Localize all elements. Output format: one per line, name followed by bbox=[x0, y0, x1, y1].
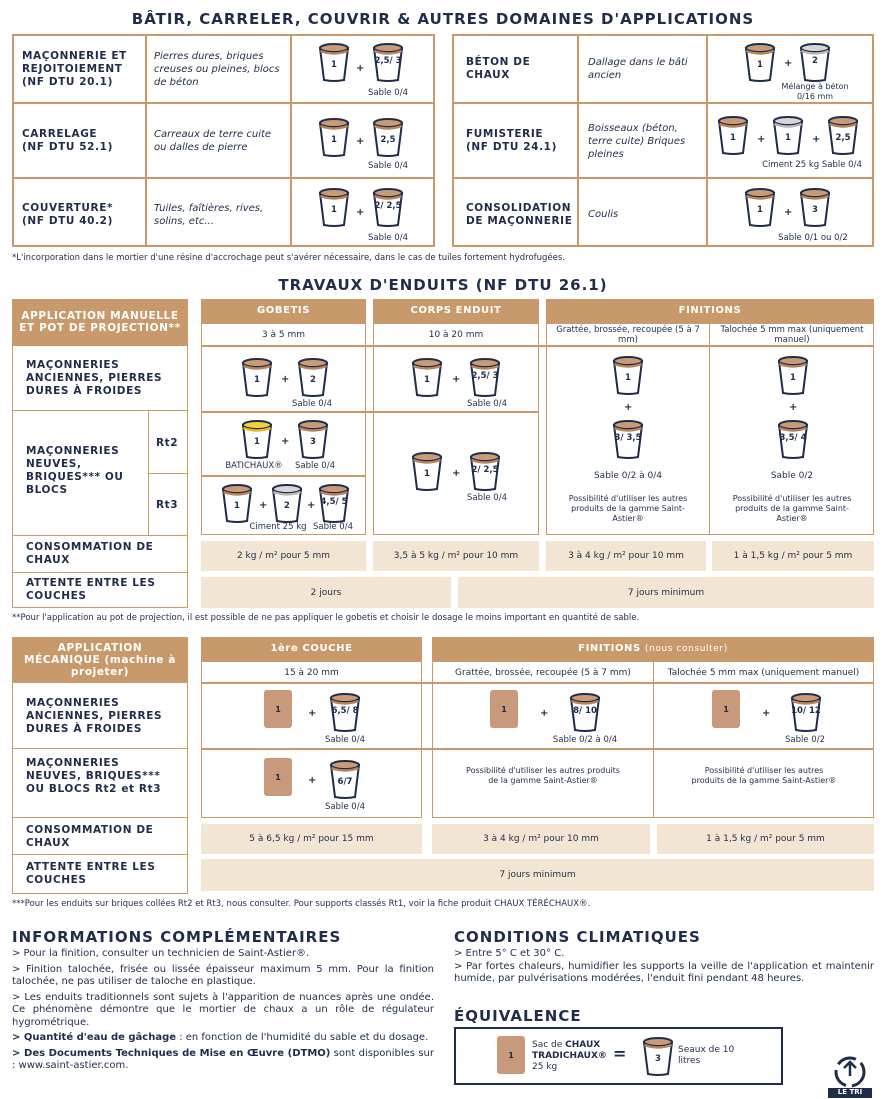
info-title: INFORMATIONS COMPLÉMENTAIRES bbox=[12, 928, 342, 946]
sand-note: Sable 0/2 bbox=[770, 471, 814, 481]
cup-icon: 1 bbox=[743, 187, 777, 227]
cup-icon: 1 bbox=[743, 42, 777, 82]
sand-note: Sable 0/4 bbox=[325, 735, 365, 745]
sand-note: Sable 0/2 à 0/4 bbox=[552, 735, 618, 745]
cup-icon: 1 bbox=[317, 187, 351, 227]
app-desc: Tuiles, faîtières, rives, solins, etc... bbox=[154, 203, 264, 227]
thickness: Grattée, brossée, recoupée (5 à 7 mm) bbox=[455, 668, 631, 678]
col-corps-enduit: CORPS ENDUIT bbox=[373, 299, 539, 323]
app-name: BÉTON DE CHAUX bbox=[466, 56, 531, 81]
bag-icon: 1 bbox=[497, 1036, 525, 1074]
equiv-title: ÉQUIVALENCE bbox=[454, 1007, 582, 1025]
row-label: MAÇONNERIES ANCIENNES, PIERRES DURES À FROIDES bbox=[26, 697, 163, 735]
thickness: 3 à 5 mm bbox=[261, 330, 306, 340]
cup-icon: 3 bbox=[641, 1036, 675, 1076]
corps-col bbox=[373, 323, 539, 535]
sand-note: Sable 0/4 bbox=[325, 802, 365, 812]
col-finitions: FINITIONS bbox=[546, 299, 874, 323]
cup-icon: 1 bbox=[220, 483, 254, 523]
cup-icon: 3 bbox=[296, 419, 330, 459]
clim-title: CONDITIONS CLIMATIQUES bbox=[454, 928, 701, 946]
col-gobetis: GOBETIS bbox=[201, 299, 366, 323]
ciment-note: Ciment 25 kg bbox=[249, 522, 307, 532]
bag-icon: 1 bbox=[264, 690, 292, 728]
thickness: 10 à 20 mm bbox=[428, 330, 484, 340]
cup-icon: 1 bbox=[240, 357, 274, 397]
baticaux-note: BATICHAUX® bbox=[225, 461, 283, 471]
app-desc: Coulis bbox=[588, 209, 619, 220]
col-first-layer: 1ère COUCHE bbox=[201, 637, 422, 661]
row-label: MAÇONNERIES ANCIENNES, PIERRES DURES À FROIDES bbox=[26, 359, 163, 397]
info-text: > Pour la finition, consulter un technicien de Saint-Astier®. > Finition talochée, frisée ou lissée épaisseur maximum 5 mm. Pour la finition talochée, ne pas utiliser de taloche en plastique. > Les enduits traditionnels sont sujets à l'apparition de nuances après une ondée. Ce phénomène démontre que le mortier de chaux a un rôle de régulateur hygrométrique. > Quantité d'eau de gâchage : en fonction de l'humidité du sable et du dosage. > Des Documents Techniques de Mise en Œuvre (DTMO) sont disponibles sur : www.saint-astier.com. bbox=[12, 948, 434, 1071]
cup-icon: 2/ 2,5 bbox=[371, 187, 405, 227]
cup-icon: 3/ 3,5 bbox=[611, 419, 645, 459]
sand-note: Sable 0/1 ou 0/2 bbox=[778, 233, 848, 243]
footnote: ***Pour les enduits sur briques collées Rt2 et Rt3, nous consulter. Pour supports classés Rt1, voir la fiche produit CHAUX TÉRÉCHAUX®. bbox=[12, 899, 591, 909]
app-desc: Carreaux de terre cuite ou dalles de pierre bbox=[154, 129, 272, 153]
conso-cell: 5 à 6,5 kg / m² pour 15 mm bbox=[201, 824, 422, 854]
wait-cell: 7 jours minimum bbox=[201, 859, 874, 891]
cup-icon: 1 bbox=[317, 42, 351, 82]
cup-icon: 1 bbox=[410, 451, 444, 491]
gamme-note: Possibilité d'utiliser les autres produits de la gamme Saint-Astier® bbox=[466, 766, 620, 785]
sand-note: Sable 0/4 bbox=[467, 399, 507, 409]
cup-icon: 2/ 2,5 bbox=[468, 451, 502, 491]
section-title-enduits: TRAVAUX D'ENDUITS (NF DTU 26.1) bbox=[278, 276, 608, 294]
conso-cell: 2 kg / m² pour 5 mm bbox=[201, 541, 366, 571]
rt3-label: Rt3 bbox=[156, 499, 179, 511]
wait-cell: 2 jours bbox=[201, 577, 451, 608]
thickness: Talochée 5 mm max (uniquement manuel) bbox=[667, 668, 860, 678]
bag-icon: 1 bbox=[264, 758, 292, 796]
gamme-note: Possibilité d'utiliser les autres produits de la gamme Saint-Astier® bbox=[568, 494, 688, 523]
gamme-note: Possibilité d'utiliser les autres produits de la gamme Saint-Astier® bbox=[691, 766, 837, 785]
cup-icon: 1 bbox=[240, 419, 274, 459]
cup-icon: 4,5/ 5 bbox=[317, 483, 351, 523]
sand-note: Sable 0/4 bbox=[313, 522, 353, 532]
sand-note: Sable 0/2 bbox=[785, 735, 825, 745]
equiv-bag-text: Sac de CHAUX TRADICHAUX® 25 kg bbox=[532, 1040, 607, 1072]
bag-icon: 1 bbox=[490, 690, 518, 728]
sand-note: Mélange à béton 0/16 mm bbox=[781, 82, 849, 101]
row-label: CONSOMMATION DE CHAUX bbox=[26, 824, 154, 849]
manual-header: APPLICATION MANUELLE ET POT DE PROJECTION** bbox=[12, 299, 188, 345]
clim-text: > Entre 5° C et 30° C. > Par fortes chaleurs, humidifier les supports la veille de l'application et maintenir humide, par pulvérisations modérées, l'enduit fini pendant 48 heures. bbox=[454, 948, 874, 984]
app-desc: Boisseaux (béton, terre cuite) Briques pleines bbox=[588, 123, 686, 160]
app-name: COUVERTURE* (NF DTU 40.2) bbox=[22, 202, 114, 227]
sand-note: Sable 0/2 à 0/4 bbox=[593, 471, 663, 481]
conso-cell: 3 à 4 kg / m² pour 10 mm bbox=[546, 541, 706, 571]
col-mech-finitions: FINITIONS (nous consulter) bbox=[432, 637, 874, 661]
cup-icon: 6/7 bbox=[328, 759, 362, 799]
thickness: 15 à 20 mm bbox=[284, 668, 339, 678]
row-label: MAÇONNERIES NEUVES, BRIQUES*** OU BLOCS bbox=[26, 445, 124, 496]
row-label: ATTENTE ENTRE LES COUCHES bbox=[26, 577, 156, 602]
conso-cell: 1 à 1,5 kg / m² pour 5 mm bbox=[712, 541, 874, 571]
section-title-applications: BÂTIR, CARRELER, COUVRIR & AUTRES DOMAINES D'APPLICATIONS bbox=[131, 10, 755, 28]
rt2-label: Rt2 bbox=[156, 437, 179, 449]
cup-icon: 1 bbox=[771, 115, 805, 155]
cup-icon: 1 bbox=[611, 355, 645, 395]
cup-icon: 2 bbox=[798, 42, 832, 82]
sand-note: Sable 0/4 bbox=[368, 233, 408, 243]
app-name: CARRELAGE (NF DTU 52.1) bbox=[22, 128, 113, 153]
conso-cell: 1 à 1,5 kg / m² pour 5 mm bbox=[657, 824, 874, 854]
wait-cell: 7 jours minimum bbox=[458, 577, 874, 608]
cup-icon: 2,5 bbox=[826, 115, 860, 155]
conso-cell: 3,5 à 5 kg / m² pour 10 mm bbox=[373, 541, 539, 571]
app-name: CONSOLIDATION DE MAÇONNERIE bbox=[466, 202, 573, 227]
mech-header: APPLICATION MÉCANIQUE (machine à projeter) bbox=[12, 637, 188, 683]
sand-note: Sable 0/4 bbox=[295, 461, 335, 471]
footnote: **Pour l'application au pot de projection, il est possible de ne pas appliquer le gobetis et choisir le dosage le moins important en quantité de sable. bbox=[12, 613, 640, 623]
conso-cell: 3 à 4 kg / m² pour 10 mm bbox=[432, 824, 650, 854]
cup-icon: 3,5/ 4 bbox=[776, 419, 810, 459]
cup-icon: 10/ 12 bbox=[789, 692, 823, 732]
app-name: MAÇONNERIE ET REJOITOIEMENT (NF DTU 20.1) bbox=[22, 50, 127, 88]
sand-note: Sable 0/4 bbox=[368, 88, 408, 98]
cup-icon: 1 bbox=[776, 355, 810, 395]
app-desc: Pierres dures, briques creuses ou pleines, blocs de béton bbox=[154, 51, 280, 88]
cup-icon: 2,5 bbox=[371, 117, 405, 157]
row-label: CONSOMMATION DE CHAUX bbox=[26, 541, 154, 566]
row-label: MAÇONNERIES NEUVES, BRIQUES*** OU BLOCS Rt2 et Rt3 bbox=[26, 757, 162, 795]
recycle-logo-icon: LE TRI bbox=[828, 1054, 872, 1098]
bag-icon: 1 bbox=[712, 690, 740, 728]
cup-icon: 2 bbox=[296, 357, 330, 397]
sand-note: Sable 0/4 bbox=[292, 399, 332, 409]
cup-icon: 6,5/ 8 bbox=[328, 692, 362, 732]
equals-sign: = bbox=[613, 1044, 627, 1063]
sand-note: Sable 0/4 bbox=[467, 493, 507, 503]
thickness: Talochée 5 mm max (uniquement manuel) bbox=[720, 325, 864, 345]
app-name: FUMISTERIE (NF DTU 24.1) bbox=[466, 128, 557, 153]
equiv-seaux-text: Seaux de 10 litres bbox=[678, 1045, 735, 1066]
thickness: Grattée, brossée, recoupée (5 à 7 mm) bbox=[556, 325, 700, 345]
cup-icon: 2,5/ 3 bbox=[468, 357, 502, 397]
app-desc: Dallage dans le bâti ancien bbox=[588, 57, 688, 81]
gamme-note: Possibilité d'utiliser les autres produits de la gamme Saint-Astier® bbox=[732, 494, 852, 523]
cup-icon: 3 bbox=[798, 187, 832, 227]
footnote: *L'incorporation dans le mortier d'une résine d'accrochage peut s'avérer nécessaire, dans le cas de tuiles fortement hydrofugées. bbox=[12, 253, 566, 263]
sand-note: Ciment 25 kg Sable 0/4 bbox=[762, 160, 862, 170]
cup-icon: 2 bbox=[270, 483, 304, 523]
cup-icon: 1 bbox=[716, 115, 750, 155]
row-label: ATTENTE ENTRE LES COUCHES bbox=[26, 861, 156, 886]
cup-icon: 2,5/ 3 bbox=[371, 42, 405, 82]
cup-icon: 1 bbox=[410, 357, 444, 397]
sand-note: Sable 0/4 bbox=[368, 161, 408, 171]
cup-icon: 1 bbox=[317, 117, 351, 157]
cup-icon: 8/ 10 bbox=[568, 692, 602, 732]
